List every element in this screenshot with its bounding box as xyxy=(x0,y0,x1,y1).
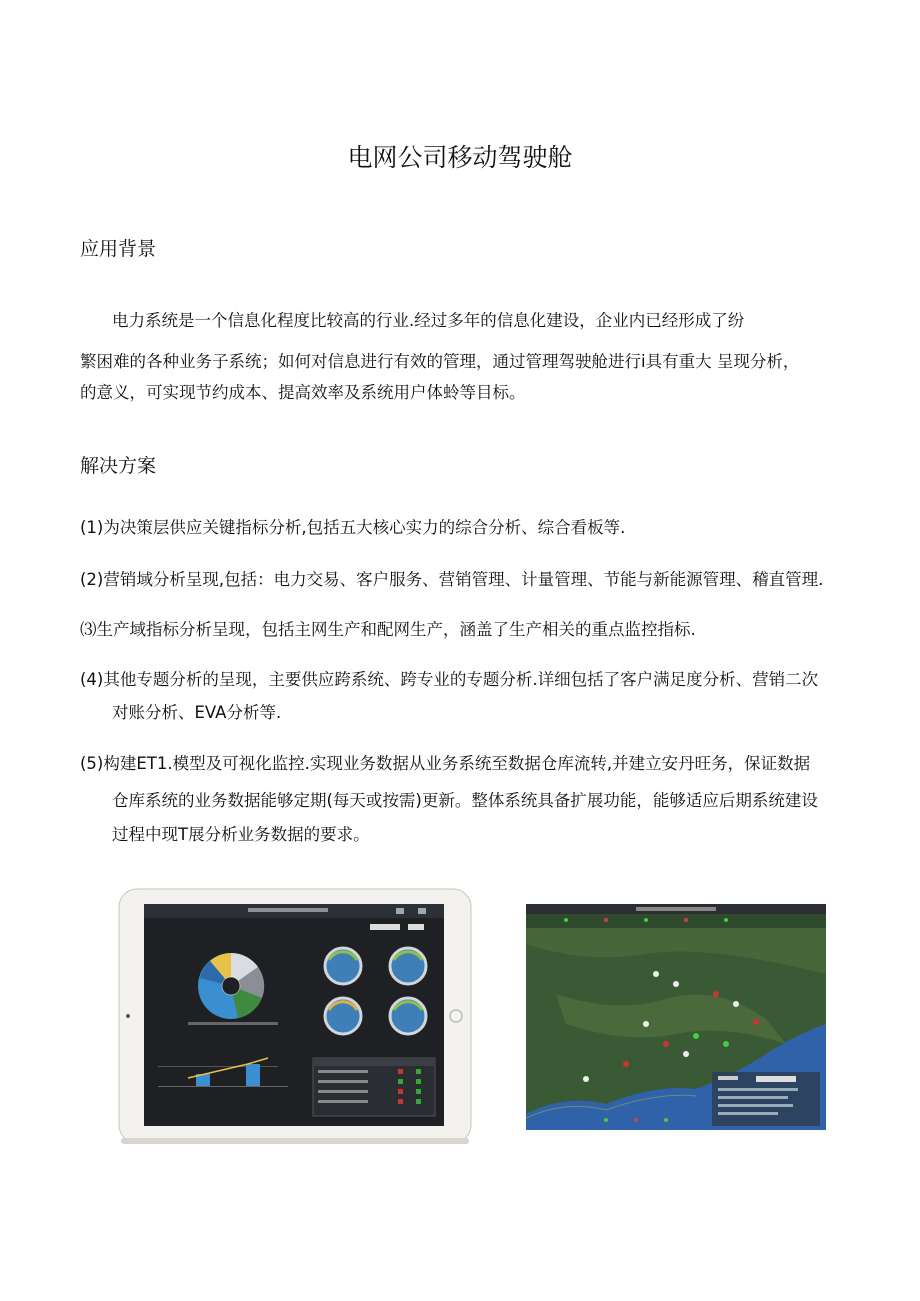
list-item: (4)其他专题分析的呈现，主要供应跨系统、跨专业的专题分析.详细包括了客户满足度分析、营销二次 xyxy=(80,670,819,689)
list-item: (2)营销域分析呈现,包括：电力交易、客户服务、营销管理、计量管理、节能与新能源管理、稽直管理. xyxy=(80,570,824,589)
paragraph-line: 电力系统是一个信息化程度比较高的行业.经过多年的信息化建设，企业内已经形成了纷 xyxy=(112,311,745,330)
section-heading-solution: 解决方案 xyxy=(80,455,157,477)
paragraph-line: 的意义，可实现节约成本、提高效率及系统用户体蛉等目标。 xyxy=(80,383,526,402)
list-item-continuation: 仓库系统的业务数据能够定期(每天或按需)更新。整体系统具备扩展功能，能够适应后期系统建设 xyxy=(112,791,818,810)
map-dashboard-image xyxy=(526,904,826,1130)
list-item: (1)为决策层供应关键指标分析,包括五大核心实力的综合分析、综合看板等. xyxy=(80,518,626,537)
page-title: 电网公司移动驾驶舱 xyxy=(347,143,573,172)
list-item-continuation: 过程中现T展分析业务数据的要求。 xyxy=(112,825,370,844)
section-heading-background: 应用背景 xyxy=(80,238,157,260)
tablet-dashboard-image xyxy=(118,888,472,1146)
list-item: (5)构建ET1.模型及可视化监控.实现业务数据从业务系统至数据仓库流转,并建立安丹旺务，保证数据 xyxy=(80,754,811,773)
paragraph-line: 繁困难的各种业务子系统；如何对信息进行有效的管理，通过管理驾驶舱进行i具有重大 呈现分析， xyxy=(80,352,800,371)
list-item: ⑶生产域指标分析呈现，包括主网生产和配网生产，涵盖了生产相关的重点监控指标. xyxy=(80,620,696,639)
list-item-continuation: 对账分析、EVA分析等. xyxy=(112,703,282,722)
